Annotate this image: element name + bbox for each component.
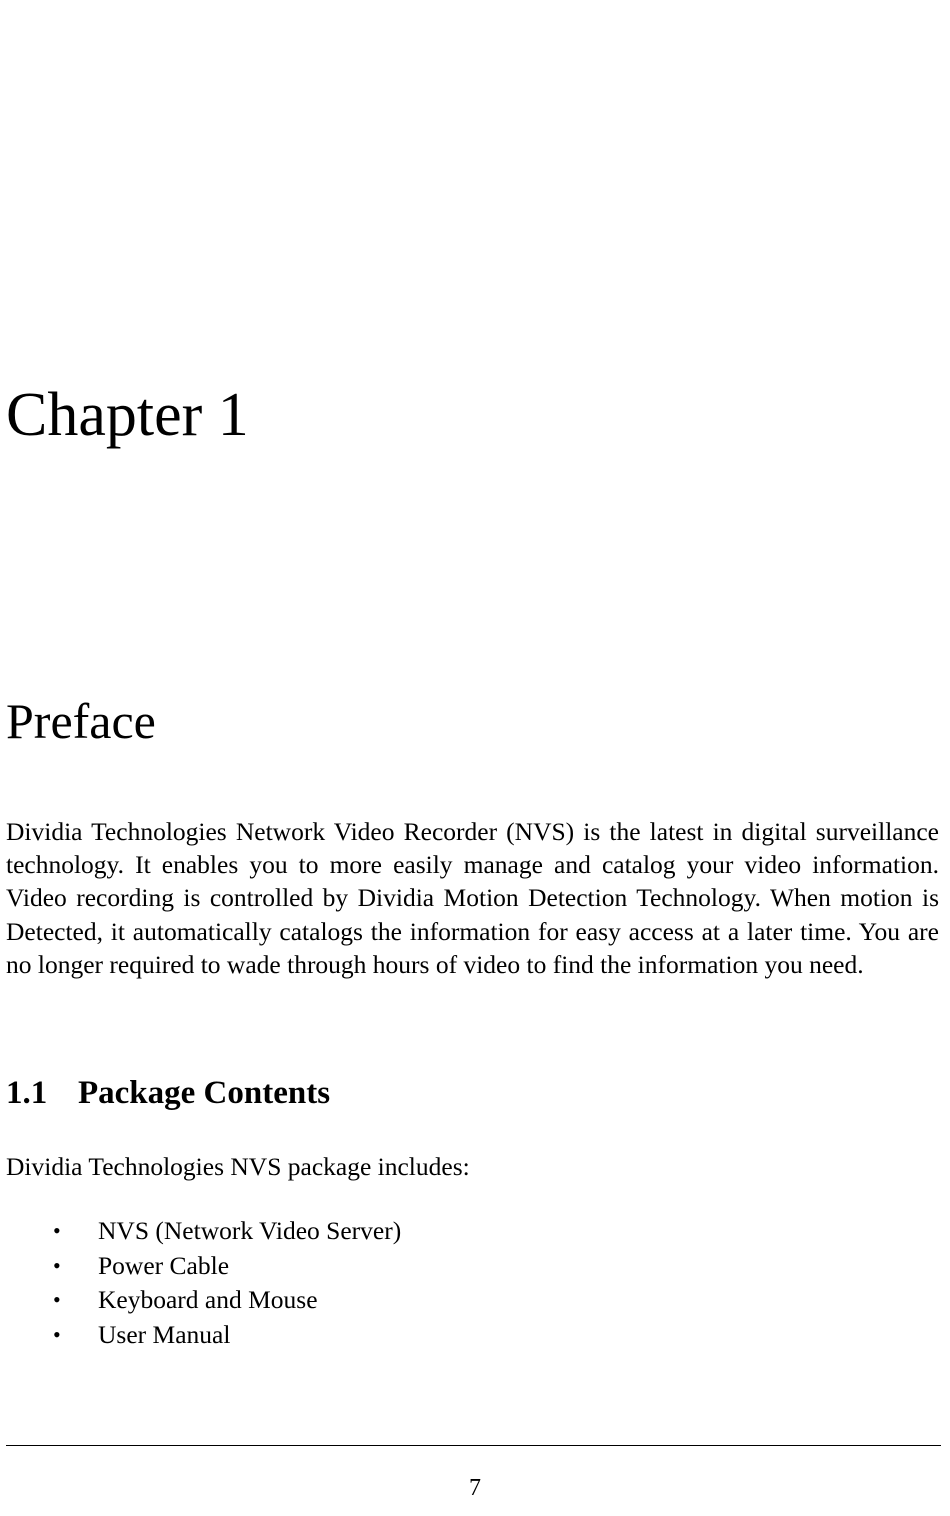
package-intro: Dividia Technologies NVS package includes: bbox=[6, 1152, 470, 1181]
bullet-icon: • bbox=[53, 1321, 61, 1347]
footer-divider bbox=[6, 1445, 941, 1446]
preface-paragraph: Dividia Technologies Network Video Recorder (NVS) is the latest in digital surveillance technology. It enables you to more easily manage and catalog your video information. Video recording is controlled by Dividia Motion Detection Technology. When motion is Detected, it automatically catalogs the information for easy access at a later time. You are no longer required to wade through hours of video to find the information you need. bbox=[6, 817, 939, 979]
section-heading bbox=[6, 1077, 330, 1110]
list-item bbox=[0, 1214, 401, 1249]
package-contents-list bbox=[0, 1214, 401, 1352]
list-item bbox=[0, 1249, 401, 1284]
list-item-text: Keyboard and Mouse bbox=[98, 1285, 318, 1314]
bullet-icon: • bbox=[53, 1218, 61, 1243]
list-item bbox=[0, 1283, 401, 1318]
preface-title: Preface bbox=[6, 693, 156, 749]
list-item-text: Power Cable bbox=[98, 1250, 230, 1280]
section-title: Package Contents bbox=[78, 1075, 331, 1111]
page-number: 7 bbox=[469, 1475, 481, 1501]
list-item bbox=[0, 1318, 401, 1353]
bullet-icon: • bbox=[53, 1287, 61, 1312]
chapter-title: Chapter 1 bbox=[6, 381, 249, 449]
bullet-icon: • bbox=[53, 1252, 61, 1278]
list-item-text: User Manual bbox=[98, 1319, 231, 1349]
list-item-text: NVS (Network Video Server) bbox=[98, 1216, 402, 1245]
section-number: 1.1 bbox=[6, 1075, 48, 1111]
